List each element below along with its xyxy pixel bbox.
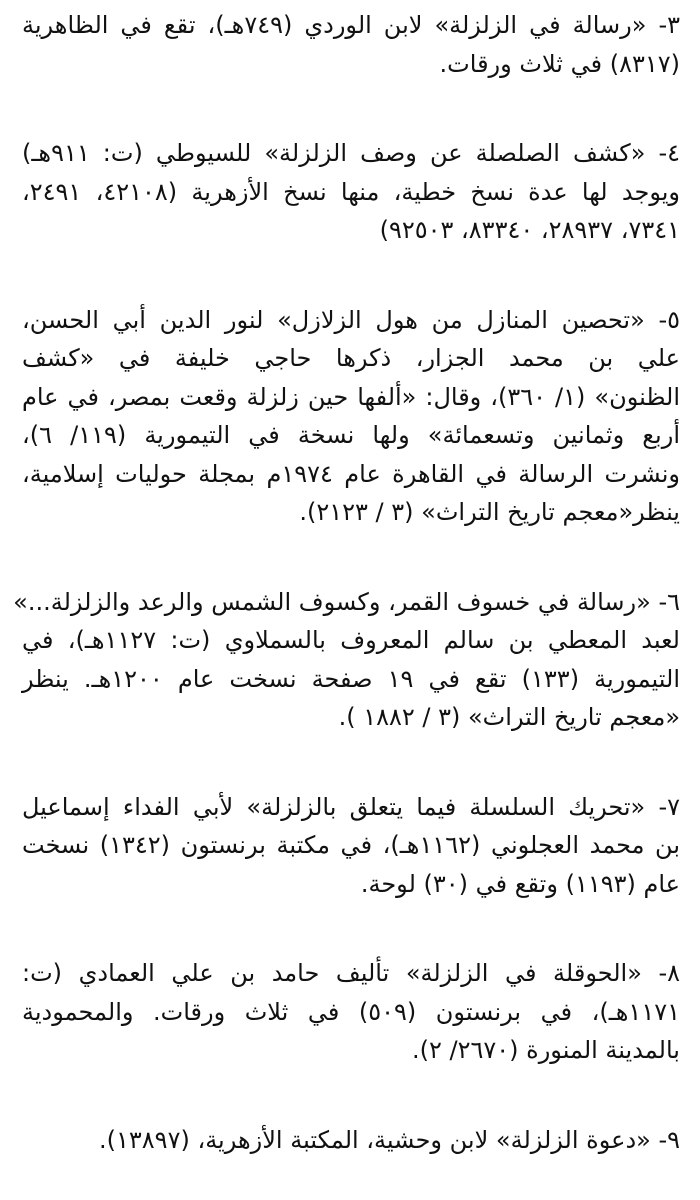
entry-line: أربع وثمانين وتسعمائة» ولها نسخة في التيمورية (١١٩/ ٦)، bbox=[22, 421, 680, 449]
entry-line: علي بن محمد الجزار، ذكرها حاجي خليفة في «كشف bbox=[22, 344, 680, 372]
entry-line: بن محمد العجلوني (١١٦٢هـ)، في مكتبة برنستون (١٣٤٢) نسخت bbox=[22, 831, 680, 859]
entry-line: ٥- «تحصين المنازل من هول الزلازل» لنور الدين أبي الحسن، bbox=[22, 305, 680, 334]
entry-4 bbox=[22, 134, 680, 250]
entry-6 bbox=[13, 583, 680, 737]
entry-line: ١١٧١هـ)، في برنستون (٥٠٩) في ثلاث ورقات. والمحمودية bbox=[22, 997, 680, 1026]
entry-line: ٣- «رسالة في الزلزلة» لابن الوردي (٧٤٩هـ)، تقع في الظاهرية bbox=[22, 11, 680, 39]
entry-line: لعبد المعطي بن سالم المعروف بالسملاوي (ت: ١١٢٧هـ)، في bbox=[22, 626, 680, 654]
entry-line: «معجم تاريخ التراث» (٣ / ١٨٨٢ ). bbox=[338, 703, 680, 731]
entry-8 bbox=[22, 954, 680, 1070]
entry-line: ونشرت الرسالة في القاهرة عام ١٩٧٤م بمجلة حوليات إسلامية، bbox=[22, 459, 681, 488]
entry-7 bbox=[22, 788, 680, 904]
entry-line: ٧- «تحريك السلسلة فيما يتعلق بالزلزلة» لأبي الفداء إسماعيل bbox=[22, 792, 680, 821]
entry-line: ينظر«معجم تاريخ التراث» (٣ / ٢١٢٣). bbox=[299, 498, 680, 526]
entry-line: الظنون» (١/ ٣٦٠)، وقال: «ألفها حين زلزلة وقعت بمصر، في عام bbox=[22, 382, 681, 411]
entry-line: عام (١١٩٣) وتقع في (٣٠) لوحة. bbox=[360, 869, 680, 898]
entry-line: بالمدينة المنورة (٢٦٧٠/ ٢). bbox=[411, 1036, 680, 1064]
entry-line: ٩- «دعوة الزلزلة» لابن وحشية، المكتبة الأزهرية، (١٣٨٩٧). bbox=[99, 1125, 680, 1154]
entry-3 bbox=[22, 6, 680, 83]
entry-line: ٦- «رسالة في خسوف القمر، وكسوف الشمس والرعد والزلزلة...» bbox=[13, 587, 680, 616]
entry-5 bbox=[22, 301, 680, 532]
entry-line: ٨- «الحوقلة في الزلزلة» تأليف حامد بن علي العمادي (ت: bbox=[22, 959, 680, 987]
entry-line: (٨٣١٧) في ثلاث ورقات. bbox=[439, 49, 680, 78]
entry-9 bbox=[22, 1121, 680, 1160]
entry-line: ٤- «كشف الصلصلة عن وصف الزلزلة» للسيوطي (ت: ٩١١هـ) bbox=[22, 139, 680, 167]
entry-line: التيمورية (١٣٣) تقع في ١٩ صفحة نسخت عام ١٢٠٠هـ. ينظر bbox=[22, 664, 680, 693]
entry-line: ٧٣٤١، ٢٨٩٣٧، ٨٣٣٤٠، ٩٢٥٠٣) bbox=[379, 216, 680, 244]
entry-line: ويوجد لها عدة نسخ خطية، منها نسخ الأزهرية (٤٢١٠٨، ٢٤٩١، bbox=[22, 177, 680, 206]
